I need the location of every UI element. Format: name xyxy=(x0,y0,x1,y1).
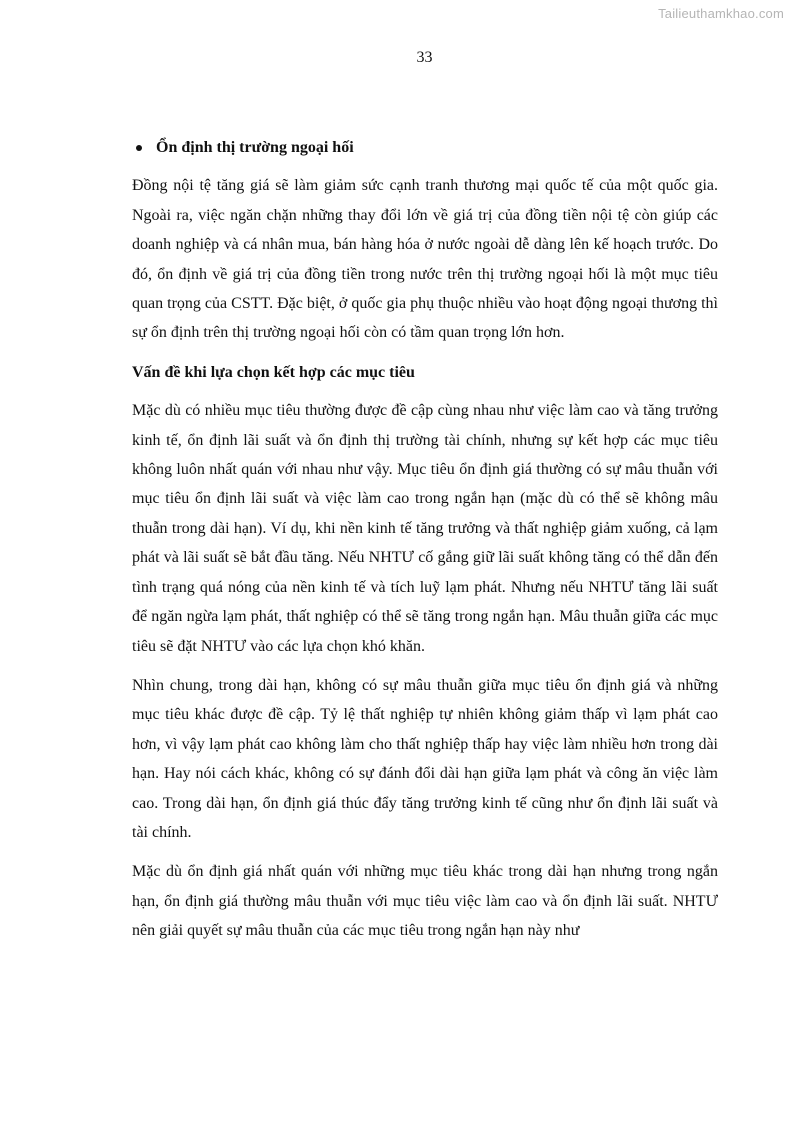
paragraph-long-run: Nhìn chung, trong dài hạn, không có sự mâu thuẫn giữa mục tiêu ổn định giá và những mục tiêu khác được đề cập. Tỷ lệ thất nghiệp tự nhiên không giảm thấp vì lạm phát cao hơn, vì vậy lạm phát cao không làm cho thất nghiệp thấp hay việc làm nhiều hơn trong dài hạn. Hay nói cách khác, không có sự đánh đổi dài hạn giữa lạm phát và công ăn việc làm cao. Trong dài hạn, ổn định giá thúc đẩy tăng trưởng kinh tế cũng như ổn định lãi suất và tài chính. xyxy=(132,676,718,841)
section-heading: Vấn đề khi lựa chọn kết hợp các mục tiêu xyxy=(132,363,415,381)
page-number: 33 xyxy=(416,49,433,66)
watermark: Tailieuthamkhao.com xyxy=(658,6,784,21)
bullet-heading-text: Ổn định thị trường ngoại hối xyxy=(156,139,354,156)
paragraph-short-run: Mặc dù ổn định giá nhất quán với những mục tiêu khác trong dài hạn nhưng trong ngắn hạn, ổn định giá thường mâu thuẫn với mục tiêu việc làm cao và ổn định lãi suất. NHTƯ nên giải quyết sự mâu thuẫn của các mục tiêu trong ngắn hạn này như xyxy=(132,863,718,940)
paragraph-goal-conflict: Mặc dù có nhiều mục tiêu thường được đề cập cùng nhau như việc làm cao và tăng trưởng kinh tế, ổn định lãi suất và ổn định thị trường tài chính, nhưng sự kết hợp các mục tiêu không luôn nhất quán với nhau như vậy. Mục tiêu ổn định giá thường có sự mâu thuẫn với mục tiêu ổn định lãi suất và việc làm cao trong ngắn hạn (mặc dù có thể sẽ không mâu thuẫn trong dài hạn). Ví dụ, khi nền kinh tế tăng trưởng và thất nghiệp giảm xuống, cả lạm phát và lãi suất sẽ bắt đầu tăng. Nếu NHTƯ cố gắng giữ lãi suất không tăng có thể dẫn đến tình trạng quá nóng của nền kinh tế và tích luỹ lạm phát. Nhưng nếu NHTƯ tăng lãi suất để ngăn ngừa lạm phát, thất nghiệp có thể sẽ tăng trong ngắn hạn. Mâu thuẫn giữa các mục tiêu sẽ đặt NHTƯ vào các lựa chọn khó khăn. xyxy=(132,402,718,655)
bullet-dot-icon xyxy=(136,145,142,151)
bullet-heading xyxy=(132,133,718,162)
document-body xyxy=(132,133,718,956)
paragraph-fx-stability: Đồng nội tệ tăng giá sẽ làm giảm sức cạnh tranh thương mại quốc tế của một quốc gia. Ngoài ra, việc ngăn chặn những thay đổi lớn về giá trị của đồng tiền nội tệ còn giúp các doanh nghiệp và cá nhân mua, bán hàng hóa ở nước ngoài dễ dàng lên kế hoạch trước. Do đó, ổn định về giá trị của đồng tiền trong nước trên thị trường ngoại hối là một mục tiêu quan trọng của CSTT. Đặc biệt, ở quốc gia phụ thuộc nhiều vào hoạt động ngoại thương thì sự ổn định trên thị trường ngoại hối còn có tầm quan trọng lớn hơn. xyxy=(132,177,718,342)
